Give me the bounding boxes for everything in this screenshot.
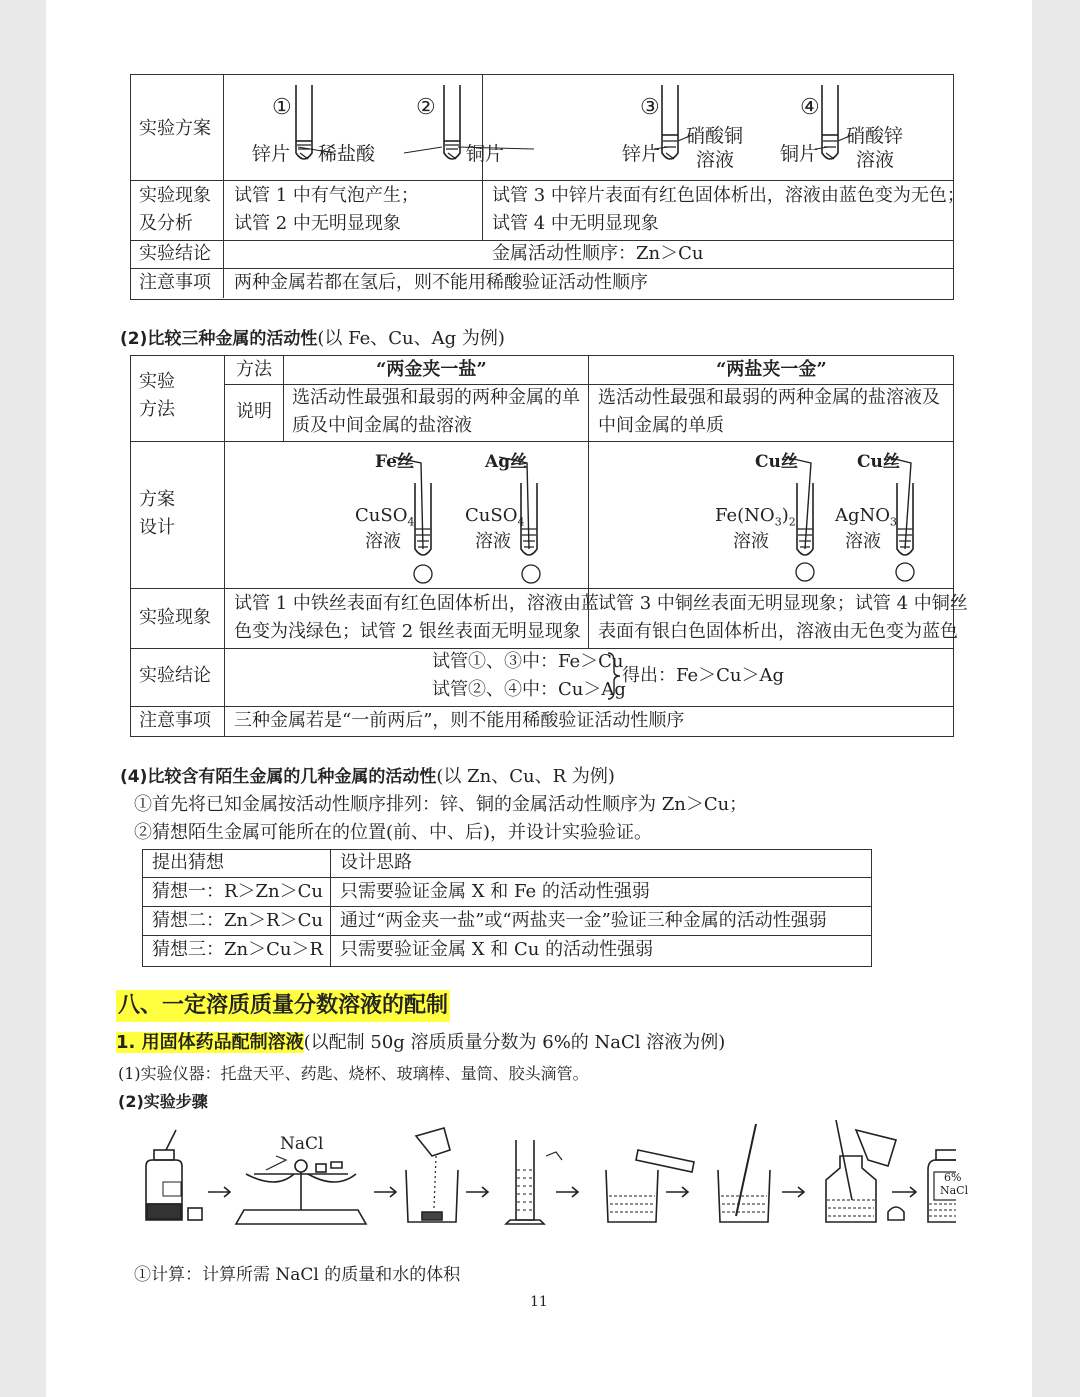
t2-concl-line-2: 试管②、④中：Cu＞Ag (432, 679, 626, 700)
t2-concl-line-1: 试管①、③中：Fe＞Cu (432, 651, 624, 672)
t3-header-guess: 提出猜想 (152, 852, 224, 873)
feno3-sub2: 2 (788, 515, 796, 529)
label-cuno3-2: 溶液 (696, 149, 735, 171)
t3-row3-guess: 猜想三：Zn＞Cu＞R (152, 939, 324, 960)
t1-phen-left-2: 试管 2 中无明显现象 (234, 213, 401, 234)
section8-title: 八、一定溶质质量分数溶液的配制 (116, 990, 450, 1022)
section8-sub1 (116, 1030, 725, 1056)
label-cuno3-1: 硝酸铜 (686, 125, 744, 147)
t1-note-value: 两种金属若都在氢后，则不能用稀酸验证活动性顺序 (234, 272, 648, 293)
t2-phen-b-1: 试管 3 中铜丝表面无明显现象；试管 4 中铜丝 (598, 593, 968, 614)
section2-heading (120, 326, 505, 352)
t2-design-label: 方案设计 (139, 489, 175, 538)
t2-explain-col: 说明 (236, 401, 272, 422)
label-znno3-1: 硝酸锌 (846, 125, 904, 147)
t1-phen-left-1: 试管 1 中有气泡产生； (234, 185, 419, 206)
t2-explain-b-1: 选活动性最强和最弱的两种金属的盐溶液及 (598, 387, 940, 408)
t3-row1-guess: 猜想一：R＞Zn＞Cu (152, 881, 324, 902)
label-fe-wire: Fe丝 (375, 452, 414, 472)
t1-row-label-conclusion: 实验结论 (139, 243, 211, 264)
page (46, 0, 1032, 1397)
tube-number-4: ④ (800, 95, 820, 120)
label-ag-wire: Ag丝 (485, 452, 528, 472)
section4-heading (120, 764, 615, 790)
t2-explain-b-2: 中间金属的单质 (598, 415, 724, 436)
section8-sub1-title: 1. 用固体药品配制溶液 (116, 1032, 304, 1053)
label-zinc-2: 锌片 (622, 143, 661, 165)
t2-phen-a-2: 色变为浅绿色；试管 2 银丝表面无明显现象 (234, 621, 581, 642)
label-cuso4-a (355, 505, 414, 529)
t2-explain-a-2: 质及中间金属的盐溶液 (292, 415, 472, 436)
fig-bottle-pct: 6% (944, 1171, 962, 1184)
cuso4-a-text: CuSO (355, 505, 408, 526)
label-sol-2: 溶液 (475, 531, 511, 552)
preparation-steps-figure (136, 1120, 956, 1230)
label-cu-wire-1: Cu丝 (755, 452, 798, 472)
t2-method-col: 方法 (236, 359, 272, 380)
tube-number-1: ① (272, 95, 292, 120)
brace-icon (606, 651, 622, 701)
feno3-sub3: 3 (774, 515, 782, 529)
label-sol-1: 溶液 (365, 531, 401, 552)
t2-note-label: 注意事项 (139, 710, 211, 731)
page-number: 11 (530, 1294, 548, 1310)
label-hcl: 稀盐酸 (318, 143, 376, 165)
fig-nacl-label: NaCl (280, 1134, 324, 1154)
agno3-sub: 3 (890, 515, 898, 529)
t3-row3-idea: 只需要验证金属 X 和 Cu 的活动性强弱 (340, 939, 654, 960)
label-cu-wire-2: Cu丝 (857, 452, 900, 472)
label-sol-3: 溶液 (733, 531, 769, 552)
t2-explain-a-1: 选活动性最强和最弱的两种金属的单 (292, 387, 580, 408)
feno3-text: Fe(NO (715, 505, 775, 526)
t2-method-a: “两金夹一盐” (376, 359, 487, 380)
t3-row2-idea: 通过“两金夹一盐”或“两盐夹一金”验证三种金属的活动性强弱 (340, 910, 827, 931)
section8-sub1-suffix: (以配制 50g 溶质质量分数为 6%的 NaCl 溶液为例) (303, 1032, 726, 1053)
t1-phen-right-2: 试管 4 中无明显现象 (492, 213, 659, 234)
section4-title: (4)比较含有陌生金属的几种金属的活动性 (120, 767, 437, 787)
section2-title: (2)比较三种金属的活动性 (120, 329, 318, 349)
t2-concl-label: 实验结论 (139, 665, 211, 686)
tube-number-2: ② (416, 95, 436, 120)
t3-row2-guess: 猜想二：Zn＞R＞Cu (152, 910, 324, 931)
agno3-text: AgNO (835, 505, 891, 526)
label-znno3-2: 溶液 (856, 149, 895, 171)
label-copper-2: 铜片 (780, 143, 819, 165)
t1-row-label-phenomena: 实验现象及分析 (139, 185, 211, 234)
fig-bottle-nacl: NaCl (940, 1184, 969, 1197)
t2-phen-a-1: 试管 1 中铁丝表面有红色固体析出，溶液由蓝 (234, 593, 599, 614)
section8-instruments: (1)实验仪器：托盘天平、药匙、烧杯、玻璃棒、量筒、胶头滴管。 (118, 1064, 589, 1083)
t1-conclusion-value: 金属活动性顺序：Zn＞Cu (492, 243, 704, 264)
t2-design-labels (225, 443, 952, 587)
t2-method-b: “两盐夹一金” (716, 359, 827, 380)
section4-suffix: (以 Zn、Cu、R 为例) (436, 766, 615, 787)
label-copper: 铜片 (466, 143, 505, 165)
t1-row-label-note: 注意事项 (139, 272, 211, 293)
t2-note-value: 三种金属若是“一前两后”，则不能用稀酸验证活动性顺序 (234, 710, 685, 731)
section8-steps-title: (2)实验步骤 (118, 1092, 208, 1111)
t1-figure-labels (224, 75, 952, 179)
label-cuso4-b (465, 505, 524, 529)
section2-suffix: (以 Fe、Cu、Ag 为例) (317, 328, 505, 349)
step1-text: ①计算：计算所需 NaCl 的质量和水的体积 (134, 1265, 461, 1285)
section4-line1: ①首先将已知金属按活动性顺序排列：锌、铜的金属活动性顺序为 Zn＞Cu； (134, 794, 748, 815)
label-agno3 (835, 505, 897, 529)
label-feno3: $Fe(NO_3)_2$ (715, 505, 796, 529)
t1-phen-right-1: 试管 3 中锌片表面有红色固体析出，溶液由蓝色变为无色； (492, 185, 965, 206)
cuso4-a-sub: 4 (407, 515, 415, 529)
t2-phen-label: 实验现象 (139, 607, 211, 628)
t3-row1-idea: 只需要验证金属 X 和 Fe 的活动性强弱 (340, 881, 650, 902)
t3-header-idea: 设计思路 (340, 852, 412, 873)
cuso4-b-sub: 4 (517, 515, 525, 529)
t2-method-label: 实验方法 (139, 371, 175, 420)
label-zinc: 锌片 (252, 143, 291, 165)
t1-row-label-plan: 实验方案 (139, 118, 211, 139)
tube-number-3: ③ (640, 95, 660, 120)
section4-line2: ②猜想陌生金属可能所在的位置(前、中、后)，并设计实验验证。 (134, 822, 653, 843)
t2-phen-b-2: 表面有银白色固体析出，溶液由无色变为蓝色 (598, 621, 958, 642)
label-sol-4: 溶液 (845, 531, 881, 552)
cuso4-b-text: CuSO (465, 505, 518, 526)
t2-concl-result: 得出：Fe＞Cu＞Ag (622, 665, 785, 686)
